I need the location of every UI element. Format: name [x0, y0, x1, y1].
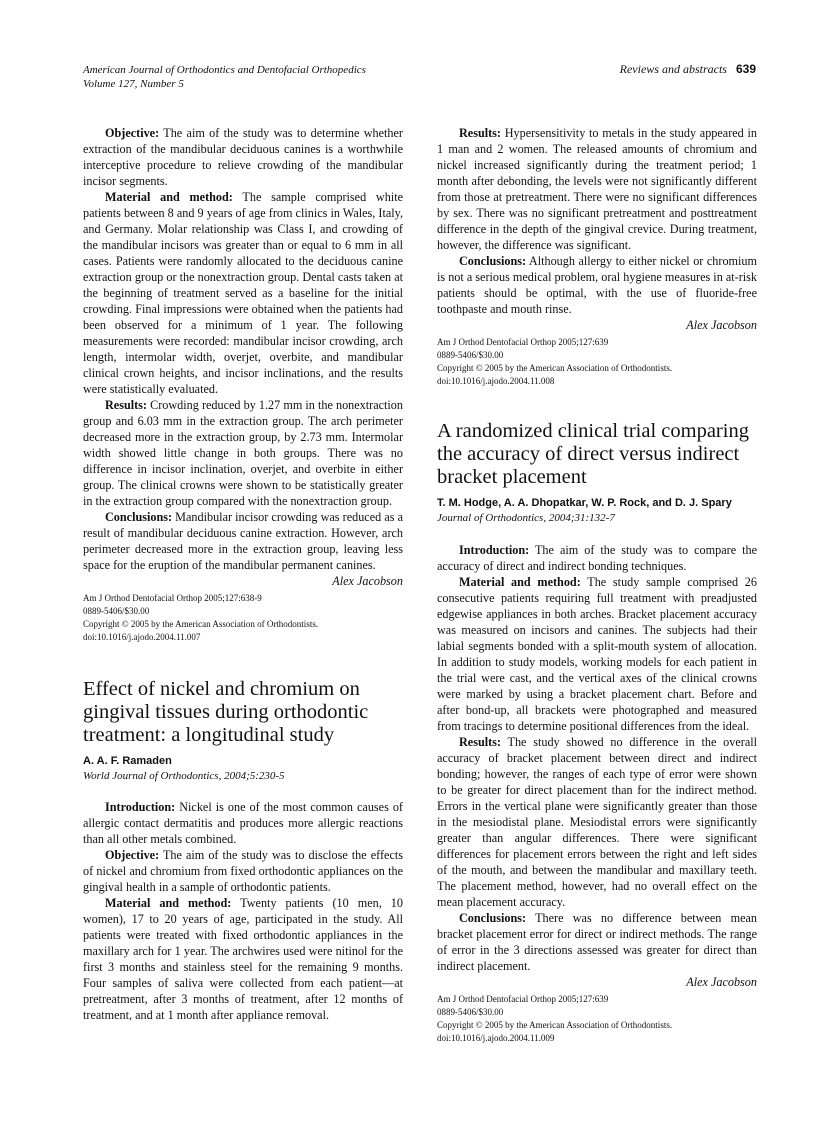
- bracket-article-header: [437, 420, 767, 524]
- paragraph: [83, 125, 403, 189]
- paragraph: [83, 799, 403, 847]
- bracket-article-body: [437, 542, 757, 1045]
- running-header: [83, 63, 366, 91]
- paragraph: [437, 910, 757, 974]
- paragraph: [83, 509, 403, 573]
- paragraph: [83, 847, 403, 895]
- article-authors: T. M. Hodge, A. A. Dhopatkar, W. P. Rock, and D. J. Spary: [437, 497, 732, 509]
- citation-line: 0889-5406/$30.00: [437, 350, 504, 360]
- paragraph-lead: Objective:: [105, 126, 160, 140]
- paragraph: [83, 397, 403, 509]
- paragraph: [437, 542, 757, 574]
- paragraph-text: Although allergy to either nickel or chromium is not a serious medical problem, oral hygiene measures in at-risk patients should be optimal, with the use of fluoride-free toothpaste and mouth rinse.: [437, 254, 757, 316]
- paragraph: [83, 895, 403, 1023]
- citation-line: Am J Orthod Dentofacial Orthop 2005;127:639: [437, 994, 609, 1004]
- paragraph: [437, 574, 757, 734]
- paragraph-lead: Conclusions:: [459, 911, 527, 925]
- citation-block: [83, 592, 403, 644]
- paragraph-lead: Conclusions:: [459, 254, 527, 268]
- signature: Alex Jacobson: [686, 318, 757, 332]
- signature: Alex Jacobson: [332, 574, 403, 588]
- section-name: Reviews and abstracts: [619, 62, 727, 76]
- citation-line: 0889-5406/$30.00: [437, 1007, 504, 1017]
- page-number: 639: [735, 62, 756, 76]
- paragraph-text: There was no difference between mean bracket placement error for direct or indirect methods. The range of error in the 3 directions assessed was greater for direct than indirect placement.: [437, 911, 757, 973]
- citation-line: doi:10.1016/j.ajodo.2004.11.009: [437, 1033, 555, 1043]
- paragraph-lead: Material and method:: [459, 575, 581, 589]
- paragraph: [83, 189, 403, 397]
- signature: Alex Jacobson: [686, 975, 757, 989]
- citation-line: 0889-5406/$30.00: [83, 606, 150, 616]
- citation-line: doi:10.1016/j.ajodo.2004.11.007: [83, 632, 201, 642]
- paragraph-text: The sample comprised white patients between 8 and 9 years of age from clinics in Wales, Italy, and Germany. Molar relationship was Class I, and crowding of the mandibular incisors was greater than or equal to 6 mm in all cases. Patients were randomly allocated to the deciduous canine extraction group or the nonextraction group. Dental casts taken at the beginning of treatment served as a baseline for the initial crowding. Final impressions were obtained when the patients had been observed for a minimum of 1 year. The following measurements were recorded: mandibular incisor crowding, arch length, intermolar width, overjet, overbite, and mandibular clinical crown heights, and incisor inclinations, and the results were statistically evaluated.: [83, 190, 404, 396]
- page-header-right: [620, 62, 756, 77]
- paragraph-lead: Introduction:: [459, 543, 530, 557]
- article-title: A randomized clinical trial comparing the accuracy of direct versus indirect bracket placement: [437, 420, 749, 488]
- paragraph-text: The aim of the study was to determine whether extraction of the mandibular deciduous canines is a worthwhile interceptive procedure to relieve crowding of the mandibular incisor segments.: [83, 126, 403, 188]
- citation-line: Am J Orthod Dentofacial Orthop 2005;127:638-9: [83, 593, 262, 603]
- nickel-article-body-left: [83, 799, 403, 1023]
- paragraph-lead: Objective:: [105, 848, 160, 862]
- article-title: Effect of nickel and chromium on gingival tissues during orthodontic treatment: a longitudinal study: [83, 678, 369, 746]
- paragraph-text: Mandibular incisor crowding was reduced as a result of mandibular deciduous canine extraction. However, arch perimeter decreased more in the extraction group, leaving less space for the eruption of the mandibular permanent canines.: [83, 510, 403, 572]
- previous-abstract: [83, 125, 403, 644]
- citation-line: Am J Orthod Dentofacial Orthop 2005;127:639: [437, 337, 609, 347]
- citation-line: Copyright © 2005 by the American Association of Orthodontists.: [437, 1020, 673, 1030]
- nickel-article-header: [83, 678, 403, 782]
- citation-line: Copyright © 2005 by the American Association of Orthodontists.: [83, 619, 319, 629]
- volume-number: Volume 127, Number 5: [83, 78, 184, 90]
- paragraph-text: Twenty patients (10 men, 10 women), 17 to 20 years of age, participated in the study. All patients were treated with fixed orthodontic appliances in the maxillary arch for 1 year. The archwires used were nitinol for the first 3 months and stainless steel for the remaining 9 months. Four samples of saliva were collected from each patient—at pretreatment, after 3 months of treatment, after 12 months of treatment, and at 1 month after appliance removal.: [83, 896, 403, 1022]
- paragraph-text: Crowding reduced by 1.27 mm in the nonextraction group and 6.03 mm in the extraction group. The arch perimeter decreased more in the extraction group, by 2.73 mm. Intermolar width showed little change in both groups. There was no difference in incisor inclination, overjet, and overbite in either group. The clinical crowns were shown to be statistically greater in the extraction group compared with the nonextraction group.: [83, 398, 403, 508]
- journal-name: American Journal of Orthodontics and Dentofacial Orthopedics: [83, 64, 366, 76]
- paragraph-lead: Results:: [105, 398, 147, 412]
- paragraph-lead: Results:: [459, 735, 501, 749]
- paragraph-text: Nickel is one of the most common causes of allergic contact dermatitis and produces more allergic reactions than all other metals combined.: [83, 800, 403, 846]
- paragraph: [437, 253, 757, 317]
- citation-block: [437, 993, 757, 1045]
- paragraph-lead: Conclusions:: [105, 510, 173, 524]
- paragraph-lead: Introduction:: [105, 800, 176, 814]
- paragraph-text: The study showed no difference in the overall accuracy of bracket placement between direct and indirect bonding; however, the ranges of each type of error were shown to be greater for direct placement than for the indirect method. Errors in the vertical plane were significantly greater than those in the mesiodistal plane. Mesiodistal errors were significantly greater than angular differences. There were significant differences for placement errors between the right and left sides of the mouth, and between the mandibular and maxillary teeth. The placement method, however, had no overall effect on the mean placement accuracy.: [437, 735, 757, 909]
- paragraph-lead: Results:: [459, 126, 501, 140]
- paragraph-text: The aim of the study was to disclose the effects of nickel and chromium from fixed orthodontic appliances on the gingival health in a sample of orthodontic patients.: [83, 848, 403, 894]
- citation-block: [437, 336, 757, 388]
- article-authors: A. A. F. Ramaden: [83, 755, 172, 767]
- citation-line: doi:10.1016/j.ajodo.2004.11.008: [437, 376, 555, 386]
- article-source: World Journal of Orthodontics, 2004;5:230-5: [83, 770, 285, 782]
- paragraph-lead: Material and method:: [105, 896, 232, 910]
- paragraph: [437, 734, 757, 910]
- article-source: Journal of Orthodontics, 2004;31:132-7: [437, 512, 615, 524]
- nickel-article-body-right: [437, 125, 757, 388]
- paragraph-lead: Material and method:: [105, 190, 233, 204]
- paragraph-text: The aim of the study was to compare the accuracy of direct and indirect bonding techniques.: [437, 543, 757, 573]
- paragraph-text: Hypersensitivity to metals in the study appeared in 1 man and 2 women. The released amounts of chromium and nickel increased significantly during the treatment period; 1 month after debonding, the levels were not significantly different from those at pretreatment. There were no significant differences by sex. There was no significant pretreatment and posttreatment difference in the depth of the gingival crevice. During treatment, however, the difference was significant.: [437, 126, 757, 252]
- citation-line: Copyright © 2005 by the American Association of Orthodontists.: [437, 363, 673, 373]
- paragraph: [437, 125, 757, 253]
- paragraph-text: The study sample comprised 26 consecutive patients requiring full treatment with preadjusted edgewise appliances in both arches. Bracket placement accuracy was measured on incisors and canines. The subjects had their labial segments bonded with a split-mouth system of allocation. In addition to study models, working models for each patient in the trial were cast, and the vertical axes of the clinical crowns were marked by using a bracket placement chart. Before and after bond-up, all brackets were photographed and measured from tracings to determine positional differences from the ideal.: [437, 575, 757, 733]
